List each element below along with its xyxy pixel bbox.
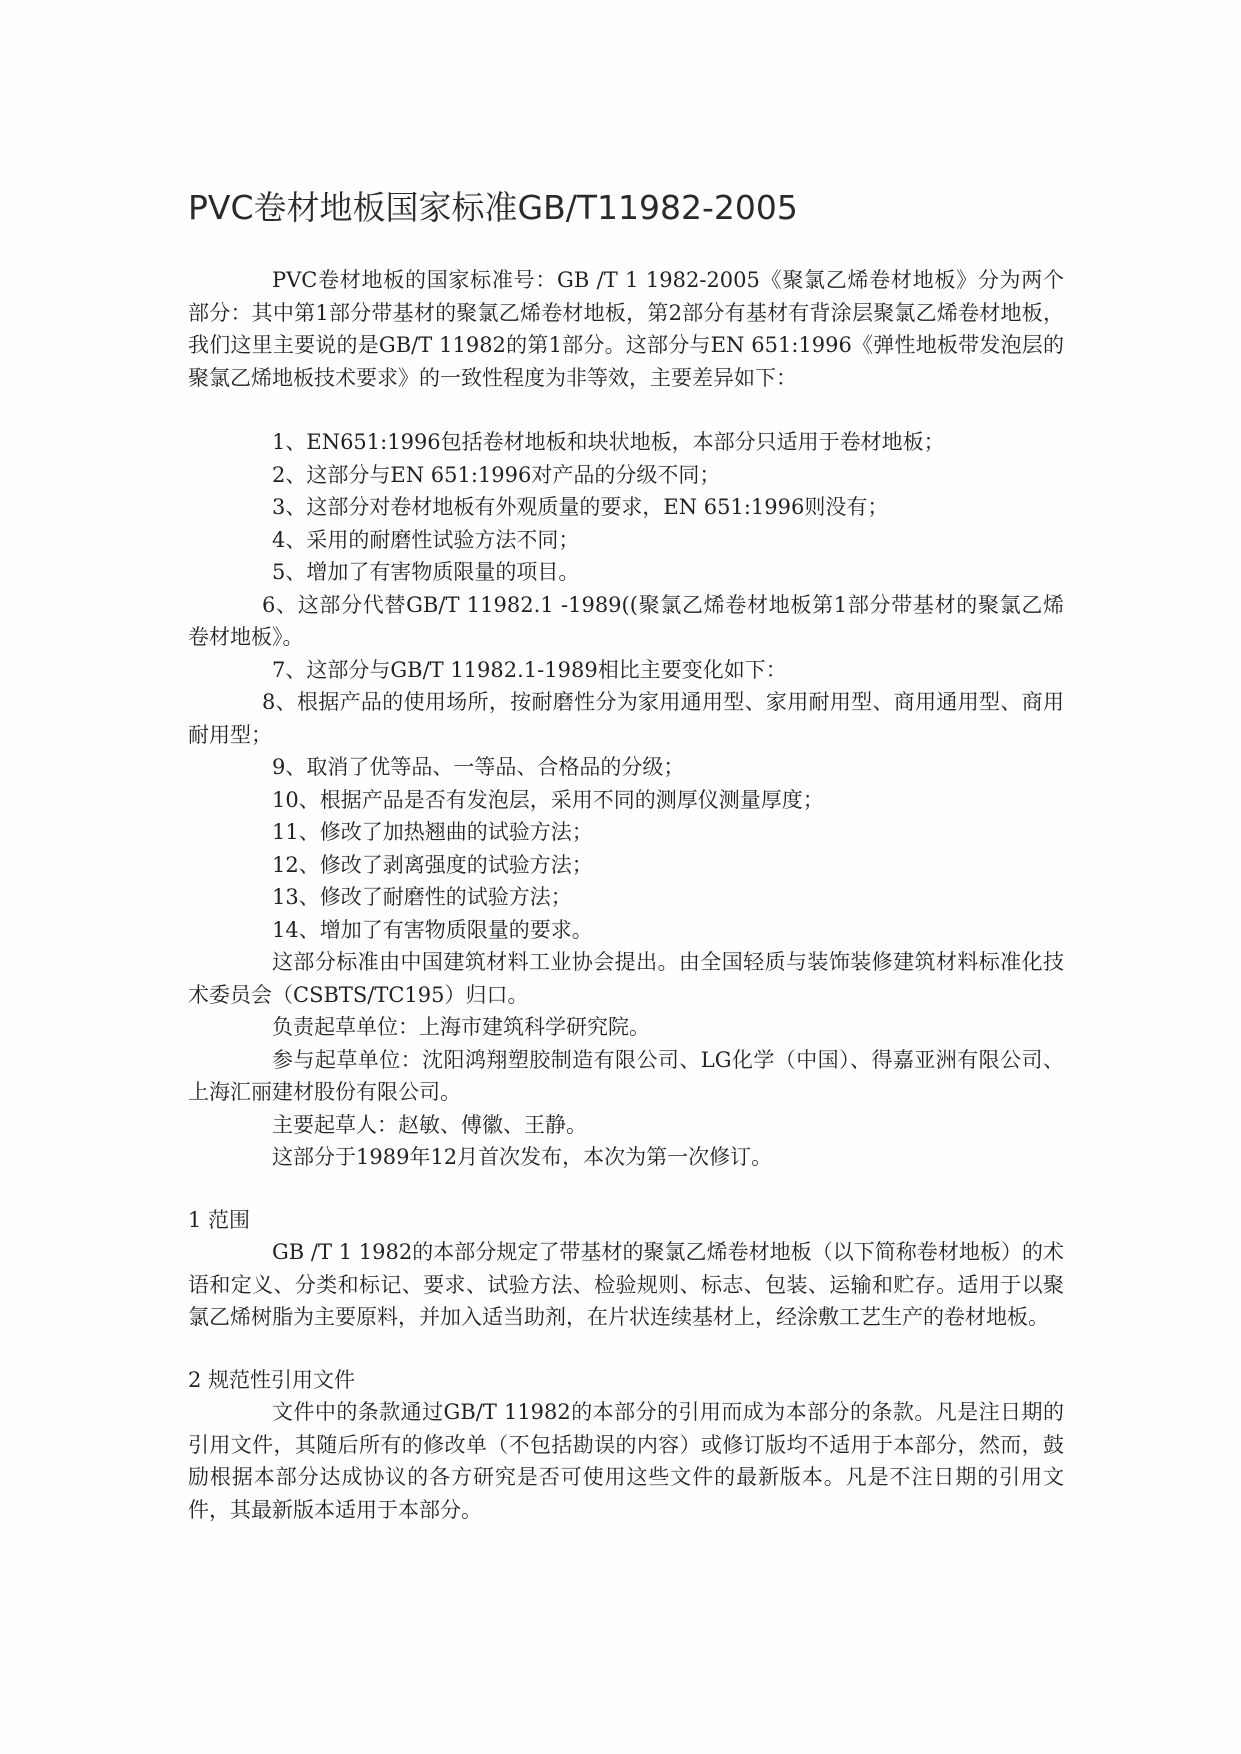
list-item: 11、修改了加热翘曲的试验方法；	[272, 820, 593, 844]
note-paragraph: 这部分标准由中国建筑材料工业协会提出。由全国轻质与装饰装修建筑材料标准化技术委员会（CSBTS/TC195）归口。	[188, 950, 1064, 1007]
list-item: 14、增加了有害物质限量的要求。	[272, 917, 593, 942]
list-item: 8、根据产品的使用场所，按耐磨性分为家用通用型、家用耐用型、商用通用型、商用耐用型；	[188, 690, 1064, 747]
section-body: GB /T 1 1982的本部分规定了带基材的聚氯乙烯卷材地板（以下简称卷材地板）的术语和定义、分类和标记、要求、试验方法、检验规则、标志、包装、运输和贮存。适用于以聚氯乙烯树脂为主要原料，并加入适当助剂，在片状连续基材上，经涂敷工艺生产的卷材地板。	[188, 1240, 1064, 1329]
section-body: 文件中的条款通过GB/T 11982的本部分的引用而成为本部分的条款。凡是注日期的引用文件，其随后所有的修改单（不包括勘误的内容）或修订版均不适用于本部分，然而，鼓励根据本部分达成协议的各方研究是否可使用这些文件的最新版本。凡是不注日期的引用文件，其最新版本适用于本部分。	[188, 1400, 1064, 1522]
list-item: 4、采用的耐磨性试验方法不同；	[272, 527, 580, 552]
intro-paragraph: PVC卷材地板的国家标准号：GB /T 1 1982-2005《聚氯乙烯卷材地板》分为两个部分：其中第1部分带基材的聚氯乙烯卷材地板，第2部分有基材有背涂层聚氯乙烯卷材地板，我们这里主要说的是GB/T 11982的第1部分。这部分与EN 651:1996《弹性地板带发泡层的聚氯乙烯地板技术要求》的一致性程度为非等效，主要差异如下：	[188, 268, 1064, 390]
note-paragraph: 负责起草单位：上海市建筑科学研究院。	[272, 1015, 650, 1039]
spacer	[188, 1174, 1064, 1204]
list-item: 10、根据产品是否有发泡层，采用不同的测厚仪测量厚度；	[272, 787, 824, 812]
note-paragraph: 参与起草单位：沈阳鸿翔塑胶制造有限公司、LG化学（中国）、得嘉亚洲有限公司、上海汇丽建材股份有限公司。	[188, 1047, 1064, 1104]
list-item: 1、EN651:1996包括卷材地板和块状地板，本部分只适用于卷材地板；	[272, 430, 945, 454]
list-item: 3、这部分对卷材地板有外观质量的要求，EN 651:1996则没有；	[272, 495, 889, 519]
section-heading: 1 范围	[188, 1207, 251, 1232]
spacer	[188, 1334, 1064, 1364]
document-content	[188, 188, 1064, 1526]
list-item: 5、增加了有害物质限量的项目。	[272, 560, 580, 584]
list-item: 9、取消了优等品、一等品、合格品的分级；	[272, 755, 685, 779]
list-item: 12、修改了剥离强度的试验方法；	[272, 852, 593, 877]
list-item: 13、修改了耐磨性的试验方法；	[272, 885, 572, 909]
section-heading: 2 规范性引用文件	[188, 1367, 356, 1392]
document-title: PVC卷材地板国家标准GB/T11982-2005	[188, 188, 798, 227]
list-item: 6、这部分代替GB/T 11982.1 -1989((聚氯乙烯卷材地板第1部分带基材的聚氯乙烯卷材地板》。	[188, 592, 1064, 649]
note-paragraph: 这部分于1989年12月首次发布，本次为第一次修订。	[272, 1145, 773, 1169]
spacer	[188, 394, 1064, 426]
list-item: 7、这部分与GB/T 11982.1-1989相比主要变化如下：	[272, 657, 787, 682]
note-paragraph: 主要起草人：赵敏、傅徽、王静。	[272, 1112, 587, 1137]
list-item: 2、这部分与EN 651:1996对产品的分级不同；	[272, 462, 721, 487]
